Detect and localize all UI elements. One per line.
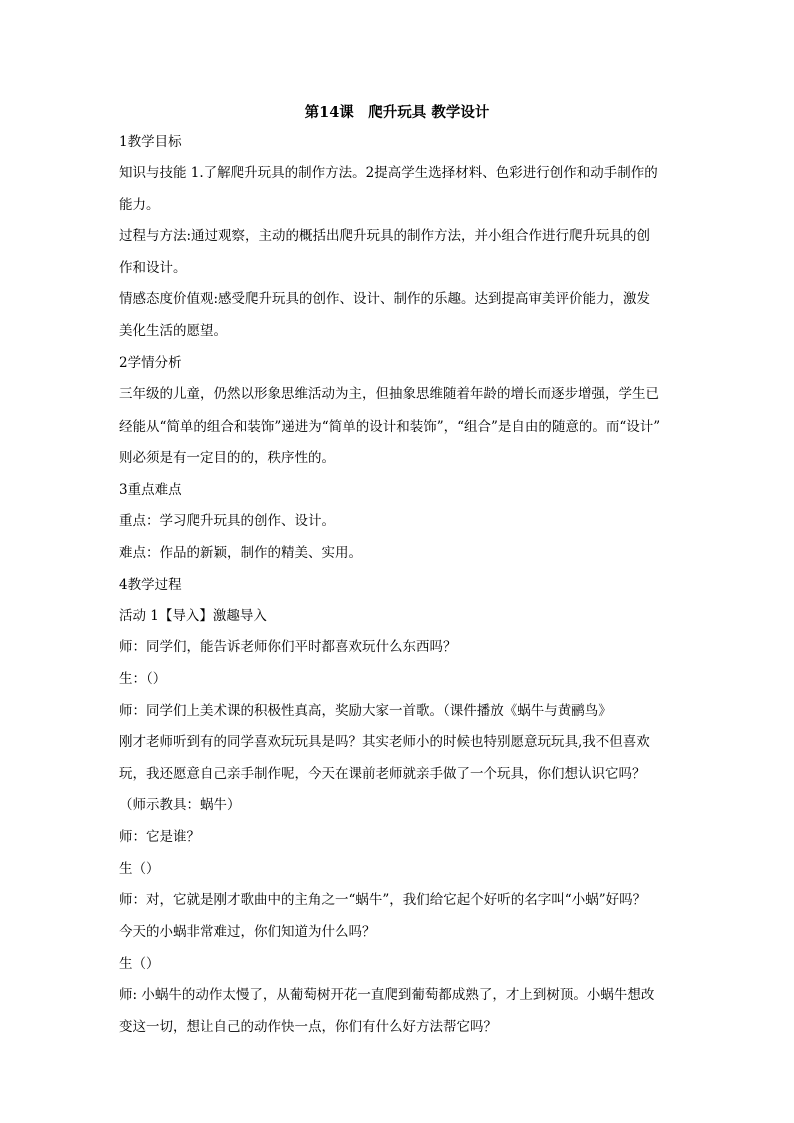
body-line: 三年级的儿童，仍然以形象思维活动为主，但抽象思维随着年龄的增长而逐步增强，学生已 — [119, 386, 659, 402]
body-line: 生（） — [119, 956, 160, 972]
body-line: 生：（） — [119, 671, 167, 687]
body-line: （师示教具：蜗牛） — [119, 797, 241, 813]
document-title: 第14课 爬升玩具 教学设计 — [304, 104, 490, 121]
body-line: 则必须是有一定目的的，秩序性的。 — [119, 450, 335, 466]
body-line: 师：对，它就是刚才歌曲中的主角之一“蜗牛”，我们给它起个好听的名字叫“小蜗”好吗？ — [119, 892, 647, 908]
body-line: 情感态度价值观:感受爬升玩具的创作、设计、制作的乐趣。达到提高审美评价能力，激发 — [119, 291, 651, 307]
body-line: 变这一切，想让自己的动作快一点，你们有什么好方法帮它吗？ — [119, 1019, 497, 1035]
body-line: 3重点难点 — [119, 482, 182, 498]
body-line: 师: 小蜗牛的动作太慢了，从葡萄树开花一直爬到葡萄都成熟了，才上到树顶。小蜗牛想改 — [119, 987, 655, 1003]
body-line: 4教学过程 — [119, 577, 182, 593]
body-line: 生（） — [119, 861, 160, 877]
body-line: 知识与技能 1.了解爬升玩具的制作方法。2提高学生选择材料、色彩进行创作和动手制作的 — [119, 165, 658, 181]
body-line: 玩，我还愿意自己亲手制作呢，今天在课前老师就亲手做了一个玩具，你们想认识它吗？ — [119, 766, 646, 782]
body-line: 1教学目标 — [119, 134, 182, 150]
body-line: 美化生活的愿望。 — [119, 323, 227, 339]
body-line: 活动 1【导入】激趣导入 — [119, 608, 267, 624]
body-line: 师：同学们，能告诉老师你们平时都喜欢玩什么东西吗？ — [119, 639, 457, 655]
body-line: 师：它是谁？ — [119, 829, 200, 845]
body-line: 2学情分析 — [119, 355, 182, 371]
body-line: 师：同学们上美术课的积极性真高，奖励大家一首歌。（课件播放《蜗牛与黄鹂鸟》 — [119, 703, 612, 719]
body-line: 今天的小蜗非常难过，你们知道为什么吗？ — [119, 924, 376, 940]
body-line: 难点：作品的新颖，制作的精美、实用。 — [119, 545, 362, 561]
body-line: 作和设计。 — [119, 260, 187, 276]
body-line: 能力。 — [119, 197, 160, 213]
body-line: 经能从“简单的组合和装饰”递进为“简单的设计和装饰”，“组合”是自由的随意的。而“设计” — [119, 419, 661, 435]
body-line: 重点：学习爬升玩具的创作、设计。 — [119, 513, 335, 529]
body-line: 刚才老师听到有的同学喜欢玩玩具是吗？其实老师小的时候也特别愿意玩玩具,我不但喜欢 — [119, 734, 650, 750]
body-line: 过程与方法:通过观察，主动的概括出爬升玩具的制作方法，并小组合作进行爬升玩具的创 — [119, 228, 651, 244]
